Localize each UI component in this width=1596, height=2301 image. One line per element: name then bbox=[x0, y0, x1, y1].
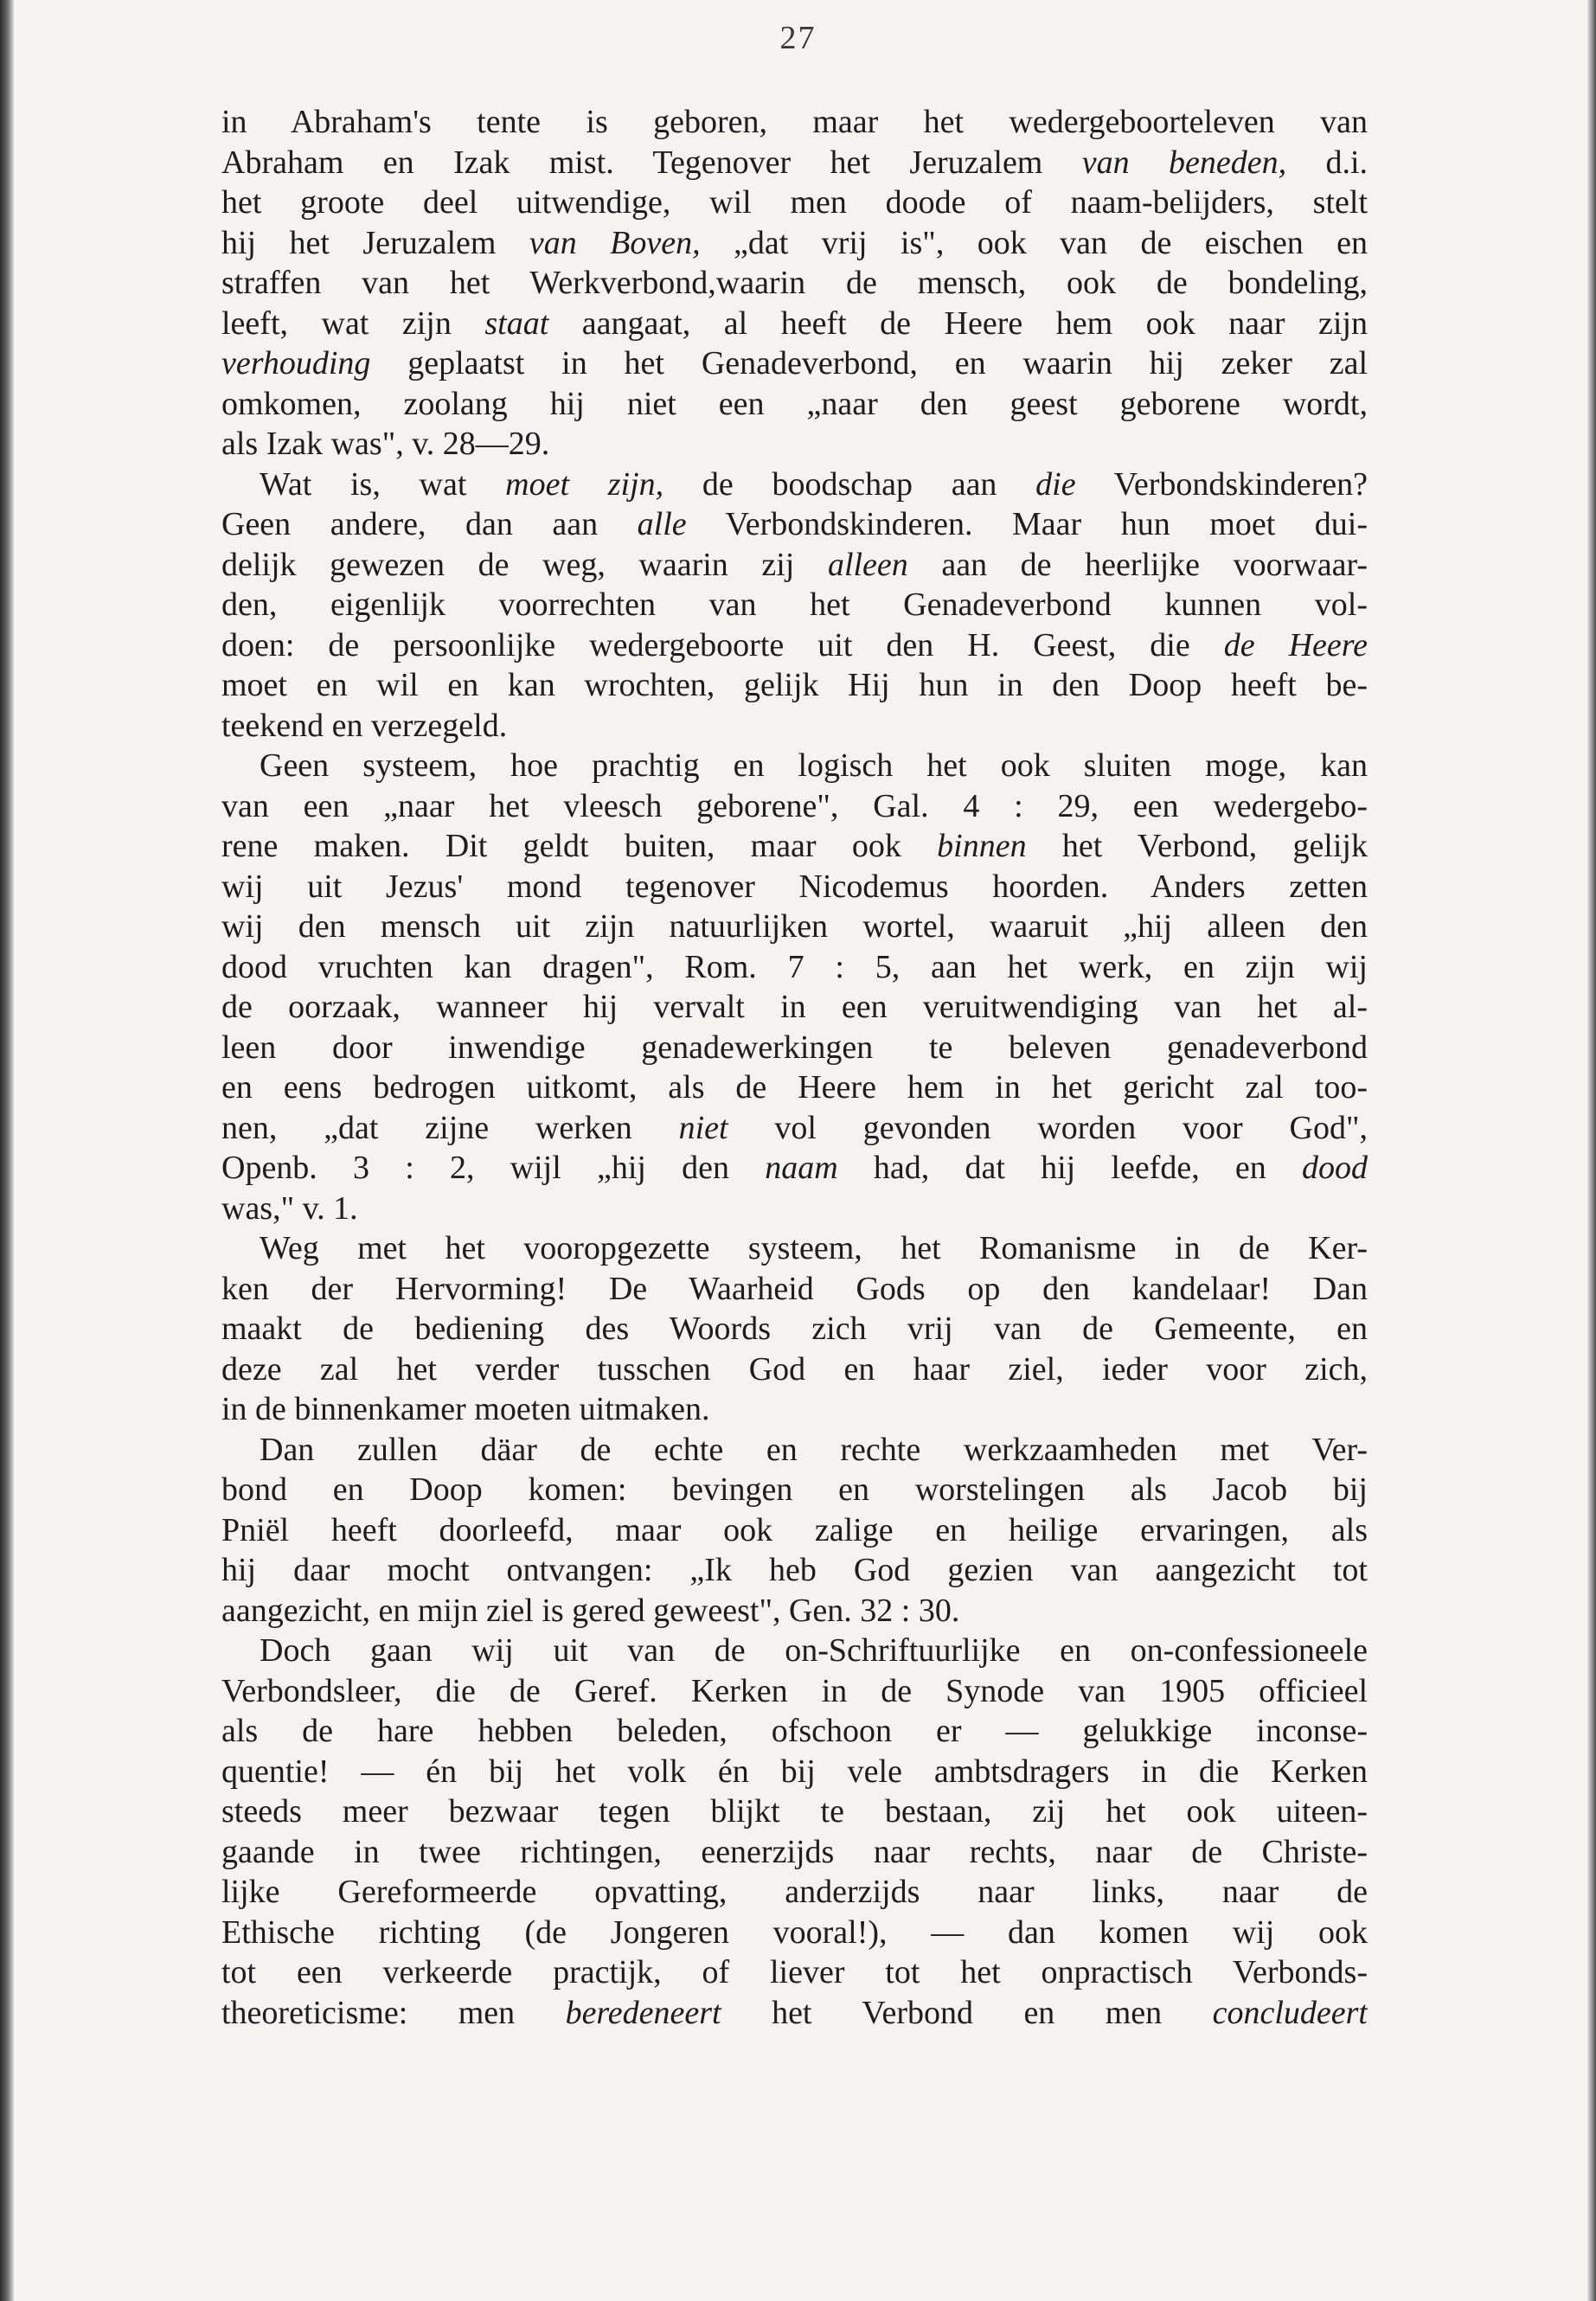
text-line bbox=[221, 102, 1368, 143]
text-line bbox=[221, 987, 1368, 1028]
text-segment: doen: de persoonlijke wedergeboorte uit den H. Geest, die bbox=[221, 626, 1224, 663]
text-segment: rene maken. Dit geldt buiten, maar ook bbox=[221, 828, 938, 864]
text-segment: delijk gewezen de weg, waarin zij bbox=[221, 546, 828, 583]
text-segment: aangezicht, en mijn ziel is gered geweest", Gen. 32 : 30. bbox=[221, 1592, 960, 1629]
text-segment: het groote deel uitwendige, wil men doode of naam-belijders, stelt bbox=[221, 184, 1368, 221]
text-segment: Pniël heeft doorleefd, maar ook zalige en heilige ervaringen, als bbox=[221, 1511, 1368, 1548]
italic-text: niet bbox=[678, 1109, 728, 1146]
text-line bbox=[221, 384, 1368, 425]
page-number: 27 bbox=[779, 20, 817, 56]
text-segment: omkomen, zoolang hij niet een „naar den geest geborene wordt, bbox=[221, 385, 1368, 422]
text-segment: Verbondskinderen. Maar hun moet dui- bbox=[686, 506, 1368, 542]
italic-text: staat bbox=[484, 304, 549, 342]
text-segment: Openb. 3 : 2, wijl „hij den bbox=[221, 1150, 766, 1186]
text-line bbox=[221, 1189, 1368, 1229]
text-line bbox=[221, 706, 1368, 747]
text-segment: ken der Hervorming! De Waarheid Gods op den kandelaar! Dan bbox=[221, 1270, 1368, 1307]
text-segment: het Verbond en men bbox=[721, 1994, 1213, 2031]
text-line bbox=[221, 1952, 1368, 1993]
italic-text: alle bbox=[637, 506, 687, 542]
italic-text: binnen bbox=[937, 828, 1027, 864]
text-line bbox=[221, 826, 1368, 867]
text-line bbox=[221, 1349, 1368, 1390]
page-edge-shadow bbox=[1587, 0, 1596, 2301]
italic-text: moet zijn, bbox=[505, 465, 664, 503]
text-segment: Geen systeem, hoe prachtig en logisch het ook sluiten moge, kan bbox=[260, 747, 1368, 784]
text-line bbox=[221, 1913, 1368, 1953]
text-line bbox=[221, 1791, 1368, 1832]
text-line bbox=[221, 465, 1368, 505]
text-segment: Geen andere, dan aan bbox=[221, 506, 638, 542]
text-line bbox=[221, 1510, 1368, 1551]
text-segment: vol gevonden worden voor God", bbox=[727, 1109, 1368, 1146]
text-line bbox=[221, 1872, 1368, 1913]
text-line bbox=[221, 304, 1368, 344]
italic-text: verhouding bbox=[221, 345, 371, 381]
italic-text: van beneden, bbox=[1081, 144, 1287, 181]
text-segment: d.i. bbox=[1286, 144, 1368, 181]
text-segment: leen door inwendige genadewerkingen te beleven genadeverbond bbox=[221, 1029, 1368, 1066]
text-segment: aan de heerlijke voorwaar- bbox=[907, 546, 1368, 583]
text-segment: lijke Gereformeerde opvatting, anderzijds naar links, naar de bbox=[221, 1874, 1368, 1910]
text-segment: Verbondskinderen? bbox=[1075, 465, 1368, 503]
text-line bbox=[221, 1309, 1368, 1349]
text-segment: „dat vrij is", ook van de eischen en bbox=[700, 224, 1368, 261]
text-segment: was," v. 1. bbox=[221, 1189, 358, 1227]
text-line bbox=[221, 1671, 1368, 1712]
text-segment: geplaatst in het Genadeverbond, en waarin hij zeker zal bbox=[370, 345, 1368, 381]
text-line bbox=[221, 746, 1368, 786]
text-segment: teekend en verzegeld. bbox=[221, 707, 508, 744]
italic-text: naam bbox=[765, 1150, 838, 1186]
text-line bbox=[221, 1832, 1368, 1873]
text-line bbox=[221, 1228, 1368, 1269]
italic-text: dood bbox=[1301, 1150, 1368, 1186]
text-segment: in Abraham's tente is geboren, maar het wedergeboorteleven van bbox=[221, 104, 1368, 140]
italic-text: concludeert bbox=[1212, 1994, 1368, 2031]
text-line bbox=[221, 1470, 1368, 1510]
text-segment: als Izak was", v. 28—29. bbox=[221, 426, 550, 462]
text-line bbox=[221, 665, 1368, 706]
text-line bbox=[221, 1430, 1368, 1471]
text-segment: van een „naar het vleesch geborene", Gal. 4 : 29, een wedergebo- bbox=[221, 787, 1368, 824]
text-line bbox=[221, 1028, 1368, 1068]
page-binding-shadow bbox=[0, 0, 14, 2301]
text-segment: in de binnenkamer moeten uitmaken. bbox=[221, 1391, 710, 1427]
text-segment: hij het Jeruzalem bbox=[221, 224, 529, 261]
text-segment: maakt de bediening des Woords zich vrij van de Gemeente, en bbox=[221, 1311, 1368, 1347]
text-line bbox=[221, 867, 1368, 907]
text-segment: Doch gaan wij uit van de on-Schriftuurlijke en on-confessioneele bbox=[260, 1632, 1368, 1669]
text-line bbox=[221, 343, 1368, 384]
text-segment: tot een verkeerde practijk, of liever tot het onpractisch Verbonds- bbox=[221, 1954, 1368, 1990]
text-line bbox=[221, 183, 1368, 223]
text-line bbox=[221, 625, 1368, 666]
text-segment: Weg met het vooropgezette systeem, het Romanisme in de Ker- bbox=[260, 1230, 1368, 1266]
text-segment: het Verbond, gelijk bbox=[1026, 828, 1368, 864]
text-segment: wij den mensch uit zijn natuurlijken wortel, waaruit „hij alleen den bbox=[221, 908, 1368, 945]
text-line bbox=[221, 545, 1368, 586]
text-line bbox=[221, 1148, 1368, 1189]
italic-text: van Boven, bbox=[529, 224, 701, 261]
text-line bbox=[221, 907, 1368, 947]
text-segment: Ethische richting (de Jongeren vooral!), — dan komen wij ook bbox=[221, 1913, 1368, 1951]
italic-text: de Heere bbox=[1223, 626, 1368, 663]
text-segment: straffen van het Werkverbond,waarin de mensch, ook de bondeling, bbox=[221, 265, 1368, 301]
text-segment: Dan zullen däar de echte en rechte werkzaamheden met Ver- bbox=[260, 1431, 1368, 1468]
text-segment: deze zal het verder tusschen God en haar ziel, ieder voor zich, bbox=[221, 1350, 1368, 1388]
text-segment: Abraham en Izak mist. Tegenover het Jeruzalem bbox=[221, 144, 1082, 181]
text-line bbox=[221, 1067, 1368, 1108]
text-line bbox=[221, 424, 1368, 465]
italic-text: die bbox=[1035, 465, 1076, 503]
text-segment: steeds meer bezwaar tegen blijkt te bestaan, zij het ook uiteen- bbox=[221, 1793, 1368, 1830]
text-segment: wij uit Jezus' mond tegenover Nicodemus hoorden. Anders zetten bbox=[221, 868, 1368, 905]
text-segment: de oorzaak, wanneer hij vervalt in een veruitwendiging van het al- bbox=[221, 989, 1368, 1025]
text-segment: theoreticisme: men bbox=[221, 1994, 566, 2031]
text-line bbox=[221, 263, 1368, 304]
text-line bbox=[221, 1108, 1368, 1149]
text-segment: nen, „dat zijne werken bbox=[221, 1109, 679, 1146]
text-line bbox=[221, 223, 1368, 264]
text-segment: als de hare hebben beleden, ofschoon er — gelukkige inconse- bbox=[221, 1713, 1368, 1749]
italic-text: alleen bbox=[827, 546, 908, 583]
text-segment: bond en Doop komen: bevingen en worstelingen als Jacob bij bbox=[221, 1471, 1368, 1508]
text-line bbox=[221, 1269, 1368, 1310]
text-line bbox=[221, 1752, 1368, 1792]
text-segment: den, eigenlijk voorrechten van het Genadeverbond kunnen vol- bbox=[221, 586, 1368, 623]
text-segment: aangaat, al heeft de Heere hem ook naar zijn bbox=[548, 304, 1368, 342]
text-line bbox=[221, 1550, 1368, 1591]
text-segment: gaande in twee richtingen, eenerzijds naar rechts, naar de Christe- bbox=[221, 1833, 1368, 1870]
italic-text: beredeneert bbox=[565, 1994, 721, 2031]
text-line bbox=[221, 786, 1368, 827]
text-line bbox=[221, 1389, 1368, 1430]
text-segment: Verbondsleer, die de Geref. Kerken in de Synode van 1905 officieel bbox=[221, 1672, 1368, 1709]
text-line bbox=[221, 1591, 1368, 1631]
text-segment: Wat is, wat bbox=[260, 465, 506, 503]
text-segment: hij daar mocht ontvangen: „Ik heb God gezien van aangezicht tot bbox=[221, 1552, 1368, 1588]
text-segment: dood vruchten kan dragen", Rom. 7 : 5, aan het werk, en zijn wij bbox=[221, 948, 1368, 985]
text-line bbox=[221, 1711, 1368, 1752]
text-line bbox=[221, 947, 1368, 988]
text-segment: had, dat hij leefde, en bbox=[837, 1150, 1302, 1186]
text-segment: quentie! — én bij het volk én bij vele ambtsdragers in die Kerken bbox=[221, 1753, 1368, 1790]
text-line bbox=[221, 143, 1368, 183]
body-text bbox=[221, 102, 1368, 2033]
text-segment: en eens bedrogen uitkomt, als de Heere hem in het gericht zal too- bbox=[221, 1069, 1368, 1106]
text-segment: de boodschap aan bbox=[663, 465, 1036, 503]
text-line bbox=[221, 1631, 1368, 1671]
text-segment: leeft, wat zijn bbox=[221, 304, 485, 342]
text-line bbox=[221, 504, 1368, 545]
text-line bbox=[221, 1993, 1368, 2034]
text-segment: moet en wil en kan wrochten, gelijk Hij hun in den Doop heeft be- bbox=[221, 667, 1368, 703]
text-line bbox=[221, 585, 1368, 625]
